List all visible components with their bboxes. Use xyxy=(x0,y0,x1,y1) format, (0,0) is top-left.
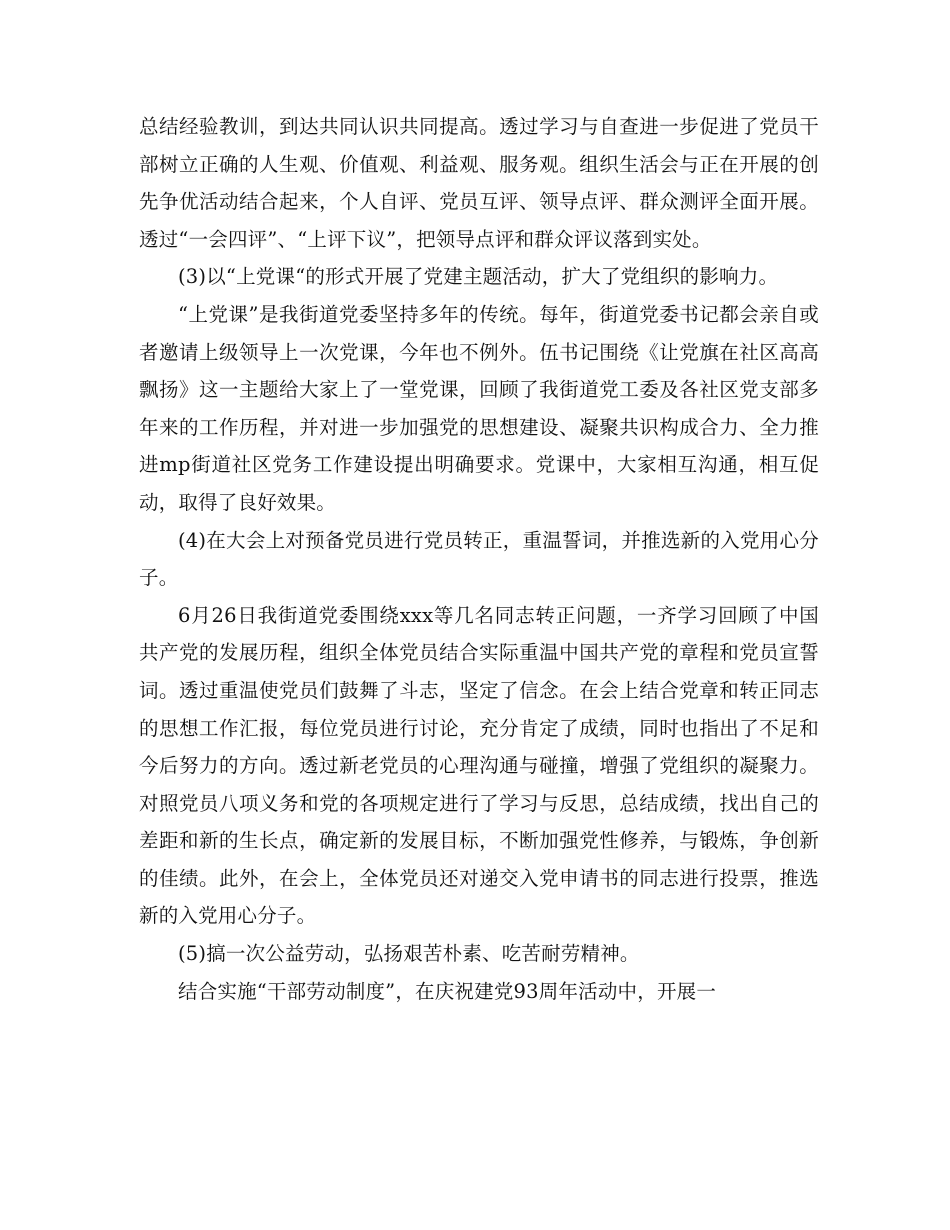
paragraph-4: (4)在大会上对预备党员进行党员转正，重温誓词，并推选新的入党用心分子。 xyxy=(139,528,819,590)
document-body xyxy=(139,108,819,1010)
paragraph-5: 6月26日我街道党委围绕xxx等几名同志转正问题，一齐学习回顾了中国共产党的发展历程，组织全体党员结合实际重温中国共产党的章程和党员宣誓词。透过重温使党员们鼓舞了斗志，坚定了信念。在会上结合党章和转正同志的思想工作汇报，每位党员进行讨论，充分肯定了成绩，同时也指出了不足和今后努力的方向。透过新老党员的心理沟通与碰撞，增强了党组织的凝聚力。对照党员八项义务和党的各项规定进行了学习与反思，总结成绩，找出自己的差距和新的生长点，确定新的发展目标，不断加强党性修养，与锻炼，争创新的佳绩。此外，在会上，全体党员还对递交入党申请书的同志进行投票，推选新的入党用心分子。 xyxy=(139,603,819,928)
paragraph-3: “上党课”是我街道党委坚持多年的传统。每年，街道党委书记都会亲自或者邀请上级领导上一次党课，今年也不例外。伍书记围绕《让党旗在社区高高飘扬》这一主题给大家上了一堂党课，回顾了我街道党工委及各社区党支部多年来的工作历程，并对进一步加强党的思想建设、凝聚共识构成合力、全力推进mp街道社区党务工作建设提出明确要求。党课中，大家相互沟通，相互促动，取得了良好效果。 xyxy=(139,302,819,514)
paragraph-7: 结合实施“干部劳动制度”，在庆祝建党93周年活动中，开展一 xyxy=(178,979,717,1003)
paragraph-6: (5)搞一次公益劳动，弘扬艰苦朴素、吃苦耐劳精神。 xyxy=(178,942,640,966)
paragraph-2: (3)以“上党课“的形式开展了党建主题活动，扩大了党组织的影响力。 xyxy=(178,265,779,289)
paragraph-1: 总结经验教训，到达共同认识共同提高。透过学习与自查进一步促进了党员干部树立正确的人生观、价值观、利益观、服务观。组织生活会与正在开展的创先争优活动结合起来，个人自评、党员互评、领导点评、群众测评全面开展。透过“一会四评”、“上评下议”，把领导点评和群众评议落到实处。 xyxy=(139,115,819,251)
